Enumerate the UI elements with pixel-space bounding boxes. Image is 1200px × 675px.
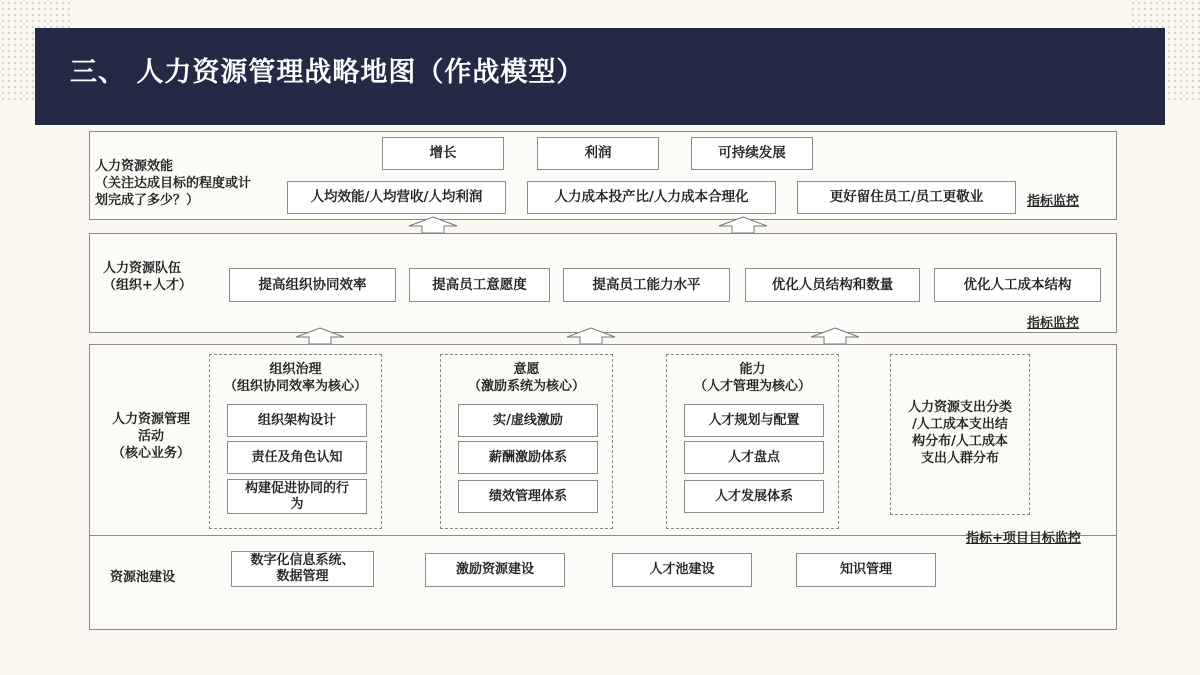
collab-behavior-box: 构建促进协同的行 为	[227, 479, 367, 514]
org-governance-title: 组织治理 （组织协同效率为核心）	[223, 362, 367, 394]
team-item-cost-structure: 优化人工成本结构	[934, 268, 1101, 302]
profit-box: 利润	[537, 137, 659, 170]
knowledge-box: 知识管理	[796, 553, 936, 587]
ability-title: 能力 （人才管理为核心）	[693, 362, 811, 394]
talent-planning-box: 人才规划与配置	[684, 404, 824, 437]
activities-label: 人力资源管理 活动 （核心业务）	[111, 412, 190, 461]
team-label: 人力资源队伍 （组织+人才）	[103, 261, 192, 293]
digital-system-box: 数字化信息系统、 数据管理	[231, 551, 374, 587]
up-arrow-icon	[810, 327, 860, 345]
incentive-box: 实/虚线激励	[458, 404, 598, 437]
up-arrow-icon	[718, 216, 768, 234]
efficiency-monitor: 指标监控	[1027, 194, 1080, 209]
retention-box: 更好留住员工/员工更敬业	[797, 181, 1016, 214]
talent-pool-box: 人才池建设	[612, 553, 752, 587]
willingness-title: 意愿 （激励系统为核心）	[467, 362, 585, 394]
team-monitor: 指标监控	[1027, 316, 1080, 331]
talent-review-box: 人才盘点	[684, 441, 824, 474]
performance-system-box: 绩效管理体系	[458, 480, 598, 513]
incentive-resource-box: 激励资源建设	[425, 553, 565, 587]
sustainable-box: 可持续发展	[691, 137, 813, 170]
growth-box: 增长	[382, 137, 504, 170]
efficiency-label: 人力资源效能 （关注达成目标的程度或计 划完成了多少？）	[95, 159, 252, 208]
pool-label: 资源池建设	[110, 570, 176, 585]
up-arrow-icon	[566, 327, 616, 345]
role-awareness-box: 责任及角色认知	[227, 441, 367, 474]
activities-monitor: 指标+项目目标监控	[966, 531, 1081, 546]
team-item-structure: 优化人员结构和数量	[745, 268, 920, 302]
per-capita-box: 人均效能/人均营收/人均利润	[287, 181, 506, 214]
team-item-collaboration: 提高组织协同效率	[229, 268, 396, 302]
layer-divider	[89, 535, 1116, 536]
talent-development-box: 人才发展体系	[684, 480, 824, 513]
org-structure-box: 组织架构设计	[227, 404, 367, 437]
up-arrow-icon	[408, 216, 458, 234]
team-item-willingness: 提高员工意愿度	[409, 268, 550, 302]
salary-system-box: 薪酬激励体系	[458, 441, 598, 474]
team-item-ability: 提高员工能力水平	[563, 268, 730, 302]
cost-text: 人力资源支出分类 /人工成本支出结 构分布/人工成本 支出人群分布	[907, 400, 1012, 466]
page-title: 三、 人力资源管理战略地图（作战模型）	[70, 57, 585, 88]
up-arrow-icon	[295, 327, 345, 345]
cost-ratio-box: 人力成本投产比/人力成本合理化	[527, 181, 776, 214]
